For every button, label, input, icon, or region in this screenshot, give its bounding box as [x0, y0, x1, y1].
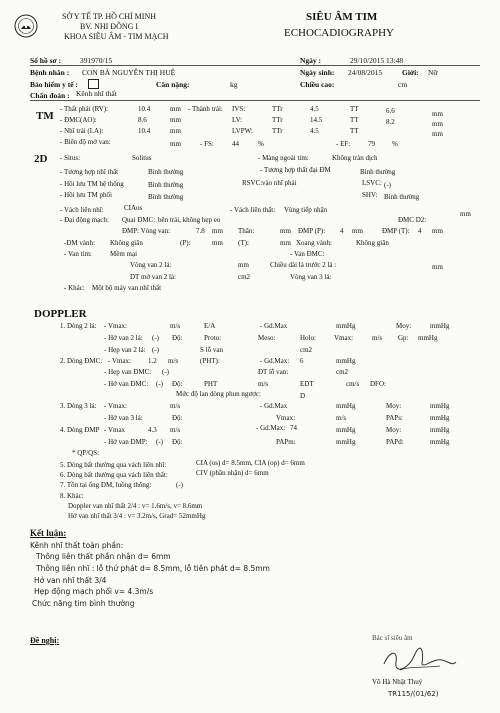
weight-unit: kg	[230, 80, 238, 89]
divider-patient	[30, 100, 480, 101]
twod-lpa-label: ĐMP (T):	[382, 227, 410, 235]
tm-la-value: 10.4	[138, 127, 151, 135]
twod-aorta-label: Quai ĐMC:	[122, 216, 156, 224]
aortic-level-label: Mức độ lan dòng phun ngược:	[176, 390, 261, 398]
org-line-1: SỞ Y TẾ TP. HỒ CHÍ MINH	[62, 12, 157, 21]
twod-p-unit: mm	[212, 239, 223, 247]
tricuspid-vmax-label: - Vmax:	[104, 402, 128, 410]
mitral-holo-label: Holo:	[300, 334, 316, 342]
twod-trunk-unit: mm	[280, 227, 291, 235]
twod-sysvein-label: - Hồi lưu TM hệ thống	[60, 180, 124, 188]
aortic-vmax-unit: m/s	[168, 357, 179, 365]
twod-situs: Solitus	[132, 154, 152, 162]
mitral-gp-label: Gp:	[398, 334, 409, 342]
tm-ao-unit: mm	[170, 116, 181, 124]
twod-av: Bình thường	[148, 168, 184, 176]
av-valve-34-line: Hở van nhĩ thất 3/4 : v= 3.2m/s, Grad= 52mmHg	[68, 512, 206, 520]
twod-ias-label: - Vách liên nhĩ:	[60, 206, 104, 214]
twod-rpa-unit: mm	[352, 227, 363, 235]
twod-aorta: bên trái, không hẹp eo	[158, 216, 221, 224]
twod-d2-label: ĐMC D2:	[398, 216, 427, 224]
mitral-degree-label: Độ:	[172, 334, 183, 342]
conclusion-title: Kết luận:	[30, 528, 67, 538]
sex-label: Giới:	[402, 68, 419, 77]
mitral-moy-label: Moy:	[396, 322, 412, 330]
pulmonary-papd-unit: mmHg	[430, 438, 450, 446]
report-title: SIÊU ÂM TIM	[306, 11, 378, 23]
tm-mv-unit: mm	[170, 140, 181, 148]
pulmonary-pap-unit: mmHg	[336, 438, 356, 446]
mitral-vmax2-unit: m/s	[372, 334, 383, 342]
diagnosis-label: Chẩn đoán :	[30, 91, 70, 100]
tm-lv-unit: mm	[432, 120, 443, 128]
tm-rv-label: - Thất phải (RV):	[60, 105, 109, 113]
twod-trunk-label: Thân:	[238, 227, 255, 235]
pulmonary-gd-unit: mmHg	[336, 426, 356, 434]
height-unit: cm	[398, 80, 408, 89]
aortic-edt-label: EDT	[300, 380, 314, 388]
tricuspid-vmax2-label: Vmax:	[276, 414, 296, 422]
mitral-meso-label: Meso:	[258, 334, 276, 342]
twod-lpa-unit: mm	[432, 227, 443, 235]
twod-situs-label: - Situs:	[60, 154, 81, 162]
tricuspid-moy-label: Moy:	[386, 402, 402, 410]
handwritten-signature-icon	[380, 644, 460, 674]
twod-mv2len-label: Chiều dài lá trước 2 lá :	[270, 261, 337, 269]
report-title-en: ECHOCADIOGRAPHY	[284, 27, 395, 39]
tm-rv-value: 10.4	[138, 105, 151, 113]
vent-shunt: CIV (phần nhận) d= 6mm	[196, 469, 269, 477]
tm-section-title: TM	[36, 110, 54, 122]
atrial-shunt-label: 5. Dòng bất thường qua vách liên nhĩ:	[60, 461, 167, 469]
mitral-regurg-label: - Hở van 2 lá:	[104, 334, 143, 342]
tm-lvpw-value: 4.5	[310, 127, 319, 135]
mitral-vmax2-label: Vmax:	[334, 334, 354, 342]
twod-ivs-label: - Vách liên thất:	[230, 206, 276, 214]
twod-ductus-label: -ĐM vành:	[64, 239, 95, 247]
pulmonary-regurg: (-)	[156, 438, 163, 446]
twod-other: Một bộ máy van nhĩ thất	[92, 284, 162, 292]
file-no: 391970/15	[80, 56, 113, 65]
pulmonary-moy-label: Moy:	[386, 426, 402, 434]
twod-valves-label: - Van tim:	[64, 250, 92, 258]
atrial-shunt: CIA (os) d= 8.5mm, CIA (op) d= 6mm	[196, 459, 305, 467]
tm-lv-tt: TT	[350, 116, 359, 124]
pulmonary-papd-label: PAPd:	[386, 438, 404, 446]
tm-lvpw-unit: mm	[432, 130, 443, 138]
signature-role: Bác sĩ siêu âm	[372, 634, 413, 642]
aortic-stenosis-label: - Hẹp van ĐMC:	[104, 368, 152, 376]
height-label: Chiều cao:	[300, 80, 335, 89]
insurance-checkbox	[88, 79, 99, 89]
twod-rsvc: vào nhĩ phải	[262, 179, 297, 187]
sex-value: Nữ	[428, 68, 438, 77]
doppler-other-label: 8. Khác:	[60, 492, 84, 500]
signature-code: TR115/(01/62)	[388, 690, 439, 698]
pda-value: (-)	[176, 481, 183, 489]
date-label: Ngày :	[300, 56, 322, 65]
aortic-pht2-unit: m/s	[258, 380, 269, 388]
tm-rv-unit: mm	[170, 105, 181, 113]
twod-rpa-label: ĐMP (P):	[298, 227, 326, 235]
patient-name-label: Bệnh nhân :	[30, 68, 70, 77]
qpqs-label: * QP/QS:	[72, 449, 100, 457]
aortic-regurg: (-)	[156, 380, 163, 388]
aortic-area-label: ĐT lỗ van:	[258, 368, 289, 376]
twod-pulmvein: Bình thường	[148, 193, 184, 201]
twod-other-label: - Khác:	[64, 284, 85, 292]
pda-label: 7. Tồn tại ống ĐM, luồng thông:	[60, 481, 152, 489]
tm-fs-label: - FS:	[200, 140, 214, 148]
twod-ivs: Vùng tiếp nhận	[284, 206, 328, 214]
mitral-s-unit: cm2	[300, 346, 313, 354]
twod-ductus: Không giãn	[110, 239, 143, 247]
twod-dmp-unit: mm	[212, 227, 223, 235]
tm-fs-value: 44	[232, 140, 239, 148]
aortic-vmax: 1.2	[148, 357, 157, 365]
tricuspid-gd-unit: mmHg	[336, 402, 356, 410]
mitral-s-label: S lỗ van	[200, 346, 223, 354]
twod-rsvc-label: RSVC:	[242, 179, 263, 187]
tm-ivs-tt: TT	[350, 105, 359, 113]
tricuspid-moy-unit: mmHg	[430, 402, 450, 410]
mitral-gd-label: - Gd.Max	[260, 322, 288, 330]
twod-lpa: 4	[418, 227, 422, 235]
twod-rpa: 4	[340, 227, 344, 235]
tricuspid-vmax2-unit: m/s	[336, 414, 347, 422]
twod-mv2ring-unit: mm	[238, 261, 249, 269]
org-line-2: BV. NHI ĐỒNG I	[80, 22, 139, 31]
twod-mv2len-unit: mm	[432, 263, 443, 271]
conclusion-line-1: Kênh nhĩ thất toàn phần:	[30, 541, 124, 550]
org-line-3: KHOA SIÊU ÂM - TIM MẠCH	[64, 32, 169, 41]
aortic-label: 2. Dòng ĐMC:	[60, 357, 103, 365]
pulmonary-gd: 74	[290, 424, 297, 432]
aortic-pht-label: (PHT):	[200, 357, 220, 365]
aortic-edt-unit: cm/s	[346, 380, 360, 388]
diagnosis-value: Kênh nhĩ thất	[76, 89, 117, 98]
insurance-label: Bảo hiểm y tế :	[30, 80, 78, 89]
twod-p-label: (P):	[180, 239, 191, 247]
conclusion-line-2: Thông liên thất phần nhận d= 6mm	[36, 552, 171, 561]
aortic-area-unit: cm2	[336, 368, 349, 376]
tm-ivs-value: 4.5	[310, 105, 319, 113]
mitral-gp-unit: mmHg	[418, 334, 438, 342]
conclusion-line-5: Hẹp động mạch phổi v= 4.3m/s	[34, 587, 154, 596]
mitral-vmax-unit: m/s	[170, 322, 181, 330]
twod-mv2area-label: DT mở van 2 lá:	[130, 273, 176, 281]
aortic-degree-label: Độ:	[172, 380, 183, 388]
tm-lvpw-ttr: TTr	[272, 127, 283, 135]
tm-ef-value: 79	[368, 140, 375, 148]
tm-ivs-ttr: TTr	[272, 105, 283, 113]
pulmonary-regurg-label: - Hở van ĐMP:	[104, 438, 148, 446]
weight-label: Cân nặng:	[156, 80, 190, 89]
twod-tv-label: Vòng van 3 lá:	[290, 273, 332, 281]
aortic-stenosis: (-)	[162, 368, 169, 376]
tm-fs-unit: %	[258, 140, 264, 148]
tm-lv-value: 14.5	[310, 116, 323, 124]
aortic-dfo-label: DFO:	[370, 380, 386, 388]
twod-d2-unit: mm	[460, 210, 471, 218]
twod-t-unit: mm	[280, 239, 291, 247]
mitral-ea-label: E/A	[204, 322, 216, 330]
tm-mv-label: - Biên độ mở van:	[60, 138, 111, 146]
twod-av-label: - Tương hợp nhĩ thất	[60, 168, 119, 176]
twod-dmp-ring: 7.8	[196, 227, 205, 235]
tm-ef-label: - EF:	[336, 140, 351, 148]
twod-va: Bình thường	[360, 168, 396, 176]
pulmonary-vmax-unit: m/s	[170, 426, 181, 434]
twod-t-label: (T):	[238, 239, 249, 247]
conclusion-line-4: Hở van nhĩ thất 3/4	[34, 576, 107, 585]
tm-ao-label: - ĐMC(AO):	[60, 116, 97, 124]
twod-av2-label: - Van ĐMC:	[290, 250, 325, 258]
divider-file	[30, 65, 480, 66]
doppler-section-title: DOPPLER	[34, 308, 87, 320]
twod-greatart-label: - Đại động mạch:	[60, 216, 109, 224]
tm-ivs-unit: mm	[432, 110, 443, 118]
tm-lv-ttr: TTr	[272, 116, 283, 124]
dob-label: Ngày sinh:	[300, 68, 335, 77]
pulmonary-degree-label: Độ:	[172, 438, 183, 446]
mitral-gd-unit: mmHg	[336, 322, 356, 330]
twod-pulmvein-label: - Hồi lưu TM phổi	[60, 191, 112, 199]
tricuspid-vmax-unit: m/s	[170, 402, 181, 410]
aortic-level: D	[300, 392, 306, 400]
aortic-gd-label: - Gd.Max:	[260, 357, 290, 365]
patient-name: CON BÀ NGUYỄN THỊ HUỆ	[82, 68, 176, 77]
tricuspid-paps-unit: mmHg	[430, 414, 450, 422]
mitral-stenosis-label: - Hẹp van 2 lá:	[104, 346, 146, 354]
twod-section-title: 2D	[34, 153, 48, 165]
aortic-gd-unit: mmHg	[336, 357, 356, 365]
mitral-label: 1. Dòng 2 lá:	[60, 322, 97, 330]
twod-lsvc: (-)	[384, 181, 391, 189]
twod-ias: CIAos	[124, 204, 143, 212]
tm-lv-value-2: 8.2	[386, 118, 395, 126]
tm-ivs-label: IVS:	[232, 105, 246, 113]
mitral-regurg: (-)	[152, 334, 159, 342]
aortic-pht2-label: PHT	[204, 380, 218, 388]
mitral-moy-unit: mmHg	[430, 322, 450, 330]
twod-lsvc-label: LSVC:	[362, 179, 382, 187]
tm-lv-label: LV:	[232, 116, 243, 124]
av-valve-2-line: Doppler van nhĩ thất 2/4 : v= 1.6m/s, v= 8.6mm	[68, 502, 203, 510]
twod-pericard-label: - Màng ngoài tim:	[258, 154, 309, 162]
twod-shv-label: SHV:	[362, 191, 378, 199]
tm-ef-unit: %	[392, 140, 398, 148]
hospital-logo-icon	[14, 14, 38, 38]
tricuspid-degree-label: Độ:	[172, 414, 183, 422]
dob-value: 24/08/2015	[348, 68, 383, 77]
aortic-regurg-label: - Hở van ĐMC:	[104, 380, 149, 388]
tm-la-label: - Nhĩ trái (LA):	[60, 127, 104, 135]
pulmonary-pap-label: PAPm:	[276, 438, 296, 446]
tricuspid-regurg-label: - Hở van 3 lá:	[104, 414, 143, 422]
date-value: 29/10/2015 13:48	[350, 56, 404, 65]
twod-shv: Bình thường	[384, 193, 420, 201]
tm-lvpw-tt: TT	[350, 127, 359, 135]
twod-mv2area-unit: cm2	[238, 273, 251, 281]
mitral-proto-label: Proto:	[204, 334, 222, 342]
tm-wall-label: - Thành trái:	[188, 105, 223, 113]
advice-label: Đề nghị:	[30, 636, 60, 645]
twod-xoang: Không giãn	[356, 239, 389, 247]
tm-ivs-value-2: 6.6	[386, 107, 395, 115]
signature-name: Võ Hà Nhật Thuý	[372, 678, 423, 686]
tricuspid-gd-label: - Gd.Max	[260, 402, 288, 410]
aortic-gd: 6	[300, 357, 304, 365]
twod-va-label: - Tương hợp thất đại ĐM	[260, 166, 331, 174]
twod-sysvein: Bình thường	[148, 181, 184, 189]
vent-shunt-label: 6. Dòng bất thường qua vách liên thất:	[60, 471, 168, 479]
pulmonary-moy-unit: mmHg	[430, 426, 450, 434]
tm-ao-value: 8.6	[138, 116, 147, 124]
conclusion-line-6: Chức năng tim bình thường	[32, 599, 135, 608]
aortic-vmax-label: - Vmax:	[108, 357, 132, 365]
conclusion-line-3: Thông liên nhĩ : lỗ thứ phát d= 8.5mm, lỗ tiên phát d= 8.5mm	[36, 564, 270, 573]
pulmonary-label: 4. Dòng ĐMP	[60, 426, 100, 434]
twod-valves: Mềm mại	[110, 250, 138, 258]
mitral-stenosis: (-)	[152, 346, 159, 354]
mitral-vmax-label: - Vmax:	[104, 322, 128, 330]
twod-pericard: Không tràn dịch	[332, 154, 378, 162]
pulmonary-gd-label: - Gd.Max:	[256, 424, 286, 432]
tricuspid-label: 3. Dòng 3 lá:	[60, 402, 97, 410]
twod-mv2ring-label: Vòng van 2 lá:	[130, 261, 172, 269]
tm-la-unit: mm	[170, 127, 181, 135]
pulmonary-vmax: 4.3	[148, 426, 157, 434]
file-no-label: Số hồ sơ :	[30, 56, 62, 65]
twod-xoang-label: Xoang vành:	[296, 239, 332, 247]
twod-dmp-label: ĐMP: Vòng van:	[122, 227, 171, 235]
pulmonary-vmax-label: - Vmax	[104, 426, 126, 434]
tricuspid-paps-label: PAPs:	[386, 414, 403, 422]
tm-lvpw-label: LVPW:	[232, 127, 253, 135]
